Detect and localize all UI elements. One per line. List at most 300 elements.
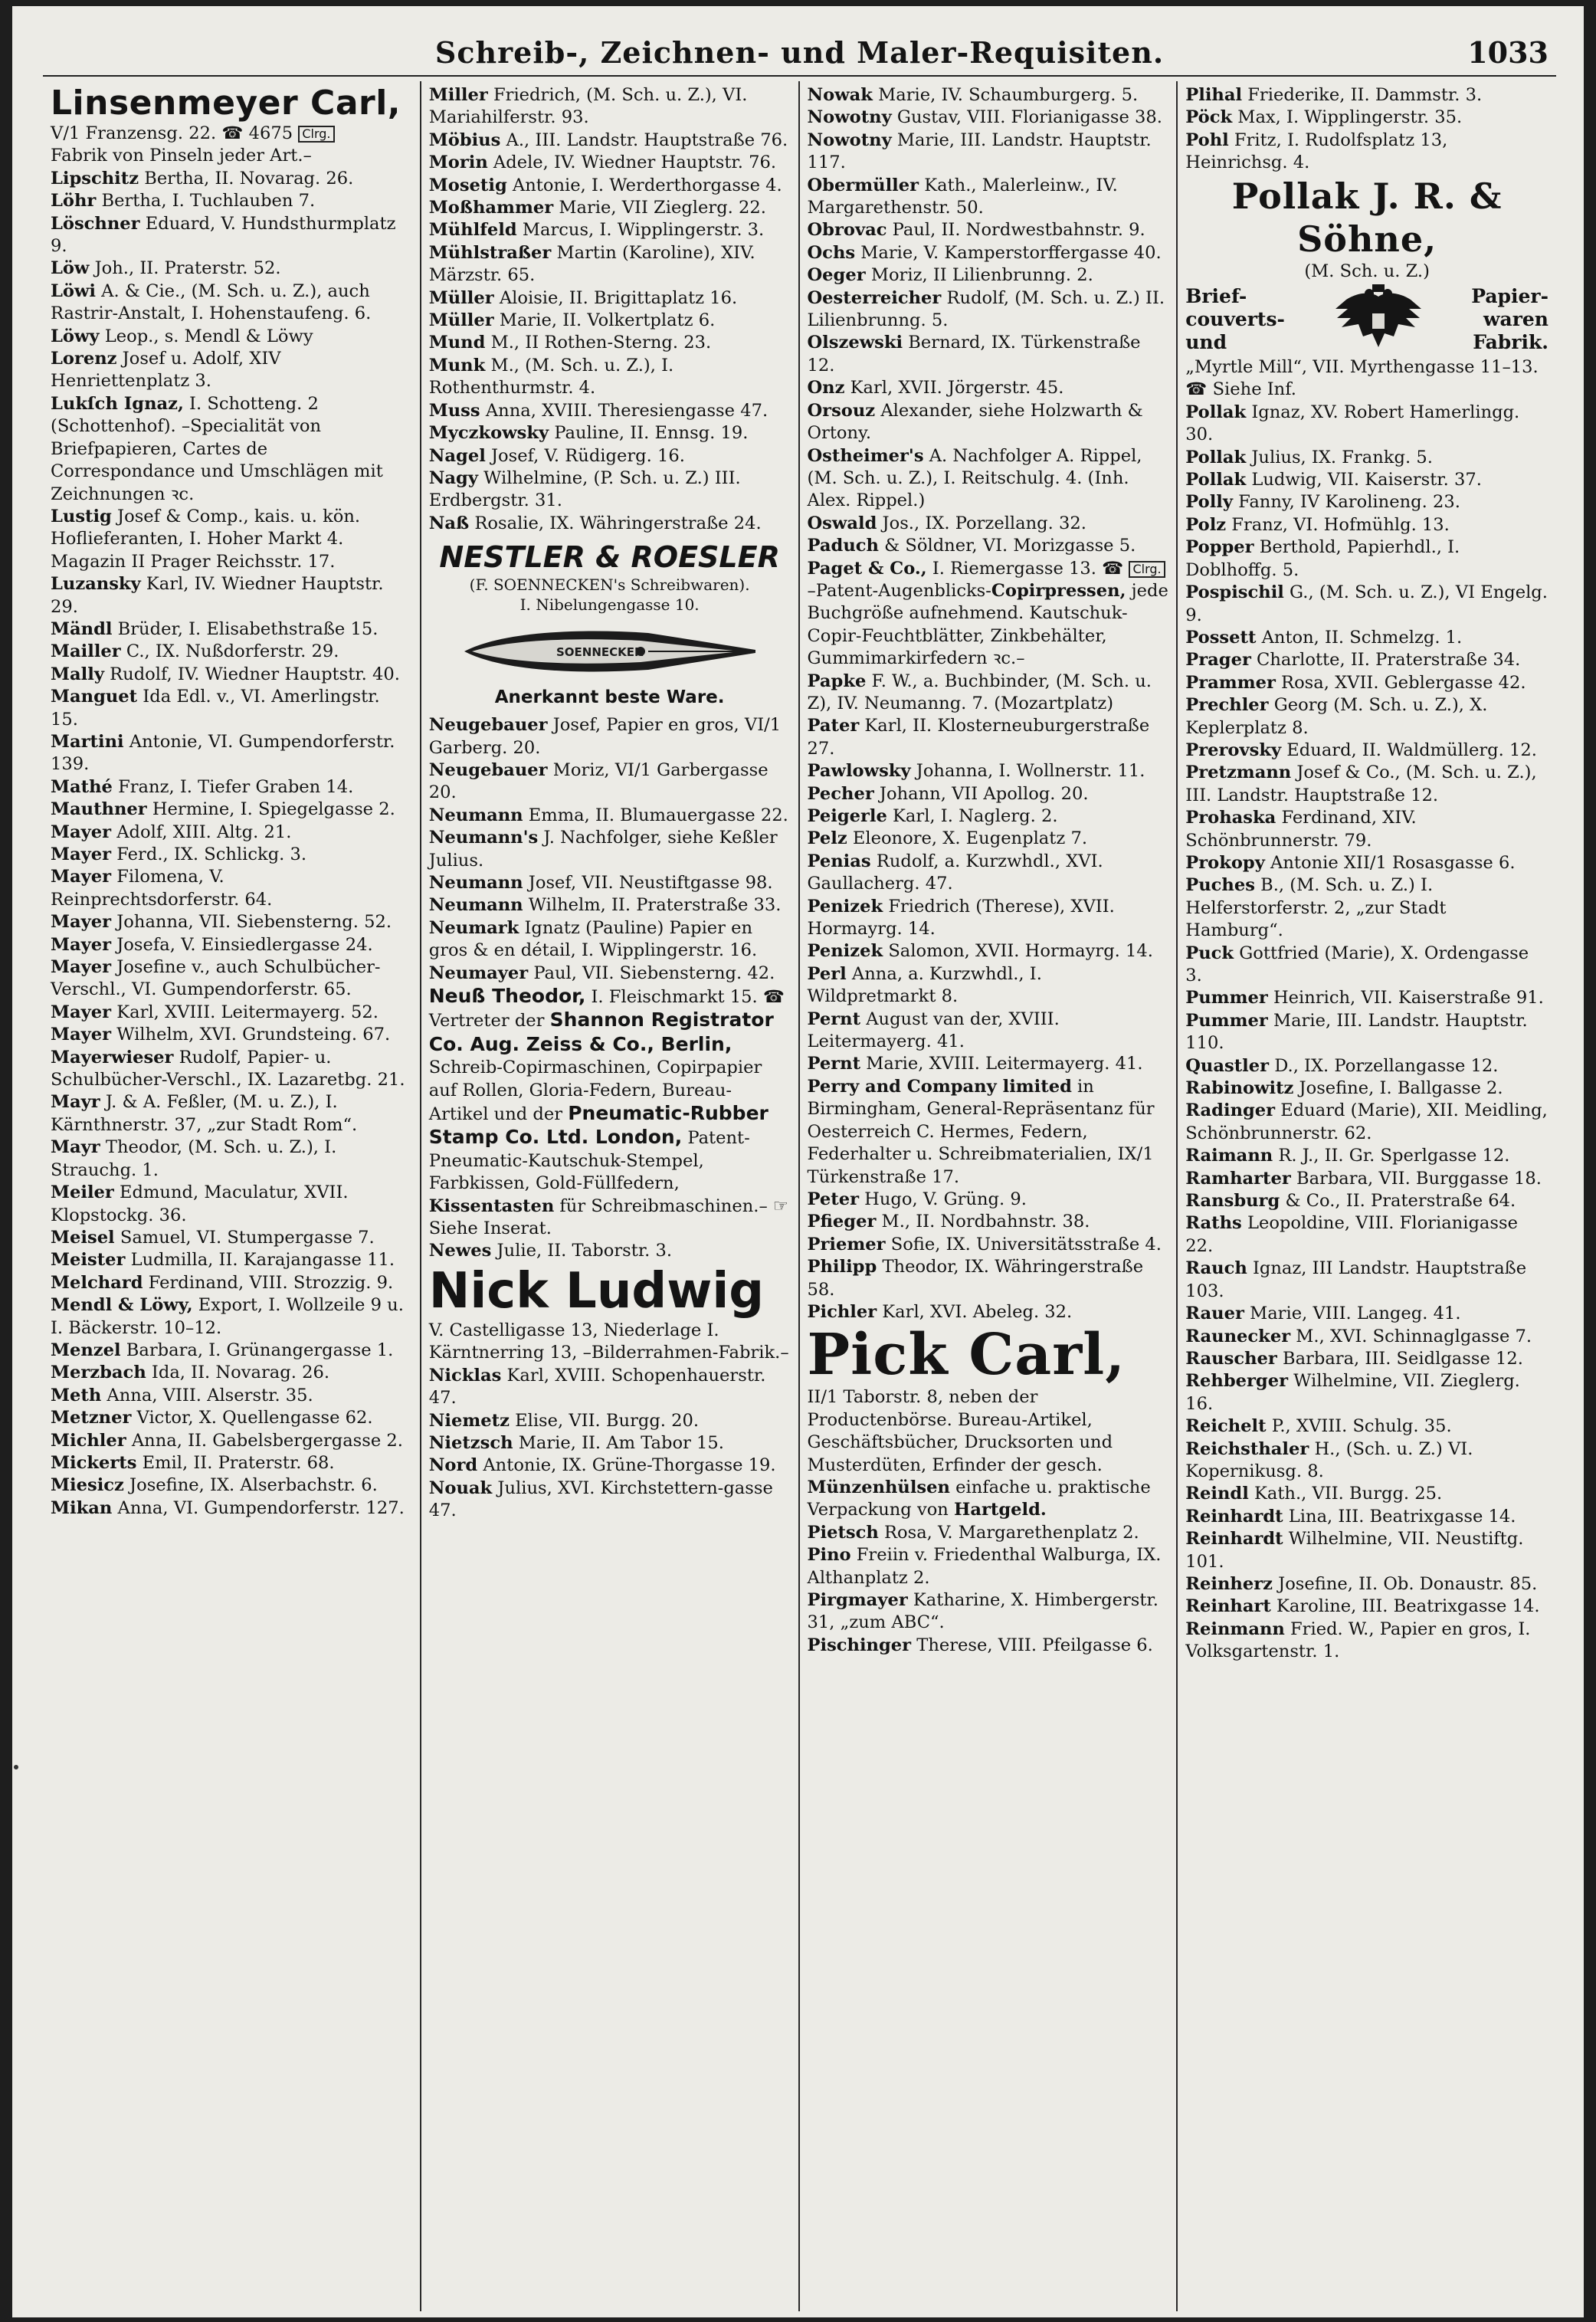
entry-text: Kath., Malerleinw., IV. Margarethenstr. 50. — [807, 175, 1118, 218]
entry-name: Penizek — [807, 896, 883, 917]
directory-entry — [429, 130, 791, 152]
directory-entry — [51, 731, 412, 776]
directory-page — [12, 6, 1584, 2317]
neuss-text-1: I. Fleischmarkt 15. ☎ Vertreter der — [428, 987, 785, 1031]
entry-text: Edmund, Maculatur, XVII. Klopstockg. 36. — [51, 1182, 349, 1225]
entry-name: Neumann — [428, 805, 523, 825]
directory-entry — [1185, 469, 1548, 491]
column-4-entries — [1185, 402, 1548, 1664]
directory-entry — [808, 963, 1169, 1008]
entry-text: Franz, VI. Hofmühlg. 13. — [1226, 514, 1450, 535]
print-speck — [14, 1765, 18, 1769]
entry-text: Julius, IX. Frankg. 5. — [1246, 447, 1433, 467]
pollak-left-3: und — [1185, 331, 1227, 354]
directory-entry — [51, 664, 412, 686]
entry-name: Menzel — [51, 1340, 121, 1360]
entry-name: Mayer — [51, 845, 112, 864]
entry-name: Martini — [51, 731, 124, 752]
directory-entry — [1185, 1415, 1548, 1438]
nick-ludwig-name: Nick Ludwig — [428, 1262, 765, 1320]
directory-entry — [429, 445, 791, 467]
column-2-entries-bottom — [429, 1365, 791, 1523]
entry-text: Brüder, I. Elisabethstraße 15. — [112, 618, 379, 639]
entry-text: Marie, II. Volkertplatz 6. — [493, 310, 716, 331]
entry-text: Ida, II. Novarag. 26. — [146, 1363, 330, 1383]
entry-name: Löschner — [51, 213, 140, 234]
entry-name: Mendl & Löwy, — [51, 1295, 193, 1316]
entry-text: Karl, I. Naglerg. 2. — [886, 806, 1058, 826]
directory-entry — [1185, 1438, 1548, 1484]
neuss-name: Neuß Theodor, — [428, 985, 586, 1007]
directory-entry — [808, 1256, 1169, 1301]
pollak-left-1: Brief- — [1185, 285, 1247, 308]
directory-entry — [51, 1091, 412, 1136]
newes-entry — [429, 1240, 791, 1262]
entry-text: Antonie XII/1 Rosasgasse 6. — [1264, 852, 1516, 873]
entry-text: Ludwig, VII. Kaiserstr. 37. — [1246, 470, 1482, 490]
entry-name: Mayerwieser — [51, 1047, 174, 1068]
pick-bold-2: Hartgeld. — [954, 1500, 1047, 1520]
entry-name: Pawlowsky — [807, 761, 911, 782]
directory-entry — [808, 377, 1169, 399]
entry-text: Rosalie, IX. Währingerstraße 24. — [469, 513, 762, 533]
neuss-text-4: für Schreibmaschinen.– ☞ Siehe Inserat. — [428, 1195, 789, 1239]
entry-text: Marie, IV. Schaumburgerg. 5. — [872, 85, 1139, 105]
entry-name: Nicklas — [428, 1365, 502, 1386]
entry-text: Marie, VII Zieglerg. 22. — [553, 198, 766, 218]
entry-name: Merzbach — [51, 1363, 146, 1383]
entry-name: Manguet — [51, 687, 138, 707]
entry-name: Morin — [428, 153, 488, 173]
entry-name: Löw — [51, 258, 90, 279]
directory-entry — [808, 1008, 1169, 1054]
directory-entry — [1185, 491, 1548, 513]
directory-entry — [1185, 649, 1548, 671]
entry-name: Penias — [807, 851, 871, 871]
entry-name: Philipp — [807, 1257, 877, 1277]
entry-name: Lustig — [51, 506, 112, 526]
entry-name: Plihal — [1185, 85, 1243, 105]
entry-name: Peter — [807, 1189, 859, 1209]
entry-text: Eduard (Marie), XII. Meidling, Schönbrunnerstr. 62. — [1185, 1100, 1548, 1143]
entry-text: Berthold, Papierhdl., I. Doblhoffg. 5. — [1185, 537, 1460, 580]
pollak-right-3: Fabrik. — [1473, 331, 1548, 354]
entry-text: P., XVIII. Schulg. 35. — [1266, 1416, 1452, 1437]
entry-name: Pospischil — [1185, 582, 1284, 603]
directory-entry — [51, 799, 412, 821]
column-2-entries-mid — [429, 714, 791, 985]
entry-name: Ochs — [807, 242, 856, 263]
entry-name: Oswald — [807, 513, 877, 533]
entry-name: Miesicz — [51, 1475, 124, 1496]
entry-name: Puches — [1185, 875, 1255, 896]
entry-text: Ignaz, XV. Robert Hamerlingg. 30. — [1185, 402, 1520, 445]
entry-text: Leopoldine, VIII. Florianigasse 22. — [1185, 1213, 1518, 1256]
entry-text: Pauline, II. Ennsg. 19. — [549, 423, 749, 444]
directory-entry — [51, 1182, 412, 1227]
directory-entry — [1185, 807, 1548, 852]
entry-text: Josef u. Adolf, XIV Henriettenplatz 3. — [51, 349, 281, 392]
entry-name: Mayer — [51, 957, 112, 978]
entry-text: Theodor, IX. Währingerstraße 58. — [807, 1257, 1144, 1300]
entry-text: Josef, Papier en gros, VI/1 Garberg. 20. — [428, 715, 782, 758]
entry-name: Priemer — [807, 1234, 886, 1254]
entry-name: Löwi — [51, 280, 96, 301]
entry-name: Neumann — [428, 895, 523, 916]
neuss-text-3: Patent-Pneumatic-Kautschuk-Stempel, Farbkissen, Gold-Füllfedern, — [428, 1128, 750, 1194]
entry-name: Pater — [807, 716, 860, 736]
entry-name: Möbius — [428, 130, 501, 150]
entry-text: M., II. Nordbahnstr. 38. — [876, 1212, 1090, 1232]
directory-entry — [1185, 130, 1548, 175]
directory-entry — [51, 573, 412, 618]
pollak-name: Pollak J. R. & Söhne, — [1231, 175, 1503, 260]
entry-text: Jos., IX. Porzellang. 32. — [877, 513, 1086, 533]
entry-text: Kath., VII. Burgg. 25. — [1248, 1484, 1443, 1504]
entry-name: Pollak — [1185, 402, 1247, 422]
directory-entry — [808, 1522, 1169, 1544]
nestler-subtitle: (F. SOENNECKEN's Schreibwaren). — [469, 576, 750, 595]
entry-text: Samuel, VI. Stumpergasse 7. — [114, 1227, 375, 1248]
entry-name: Mayer — [51, 912, 112, 933]
directory-entry — [808, 287, 1169, 333]
directory-entry — [1185, 1100, 1548, 1145]
directory-entry — [51, 1497, 412, 1520]
entry-name: Munk — [428, 355, 486, 376]
entry-text: Bertha, II. Novarag. 26. — [139, 168, 354, 189]
directory-entry — [1185, 1326, 1548, 1348]
entry-text: Therese, VIII. Pfeilgasse 6. — [911, 1635, 1153, 1655]
clearing-badge-icon: Clrg. — [1129, 561, 1165, 578]
entry-text: Victor, X. Quellengasse 62. — [131, 1408, 373, 1428]
entry-text: Friedrich, (M. Sch. u. Z.), VI. Mariahilferstr. 93. — [428, 85, 748, 128]
entry-text: in Birmingham, General-Repräsentanz für Oesterreich C. Hermes, Federn, Federhalter u. Schreibmaterialien, IX/1 Türkenstraße 17. — [807, 1076, 1155, 1187]
entry-text: Karl, XVIII. Leitermayerg. 52. — [111, 1002, 379, 1022]
directory-entry — [429, 759, 791, 805]
entry-name: Mayer — [51, 1025, 112, 1045]
page-title: Schreib-, Zeichnen- und Maler-Requisiten. — [434, 35, 1165, 70]
entry-name: Pino — [807, 1545, 851, 1566]
entry-text: Joh., II. Praterstr. 52. — [89, 258, 281, 279]
pollak-right-1: Papier- — [1471, 285, 1548, 308]
directory-entry — [808, 1076, 1169, 1189]
entry-text: Karl, XVI. Abeleg. 32. — [877, 1301, 1073, 1322]
entry-text: D., IX. Porzellangasse 12. — [1269, 1055, 1499, 1076]
entry-text: Marie, II. Am Tabor 15. — [513, 1432, 724, 1453]
directory-entry — [808, 84, 1169, 107]
entry-text: Ignatz (Pauline) Papier en gros & en détail, I. Wipplingerstr. 16. — [428, 917, 758, 961]
entry-name: Mayr — [51, 1092, 100, 1113]
neuss-entry — [429, 985, 791, 1240]
entry-text: Anna, VIII. Alserstr. 35. — [101, 1385, 313, 1405]
pick-text-2: einfache u. praktische Verpackung von — [807, 1477, 1151, 1520]
entry-name: Rabinowitz — [1185, 1078, 1294, 1099]
directory-entry — [808, 219, 1169, 241]
directory-entry — [1185, 536, 1548, 582]
entry-text: Katharine, X. Himbergerstr. 31, „zum ABC“. — [807, 1590, 1158, 1633]
neuss-text-2: Schreib-Copirmaschinen, Copirpapier auf Rollen, Gloria-Federn, Bureau-Artikel und der — [428, 1058, 762, 1125]
pollak-text: „Myrtle Mill“, VII. Myrthengasse 11–13. ☎ Siehe Inf. — [1185, 357, 1539, 400]
entry-name: Mosetig — [428, 175, 507, 195]
directory-entry — [51, 348, 412, 393]
directory-entry — [51, 1407, 412, 1429]
entry-name: Penizek — [807, 941, 883, 962]
entry-text: Marie, III. Landstr. Hauptstr. 117. — [807, 130, 1152, 173]
entry-text: Adele, IV. Wiedner Hauptstr. 76. — [487, 153, 777, 173]
entry-name: Mayer — [51, 1002, 112, 1022]
directory-entry — [808, 264, 1169, 287]
entry-name: Neumayer — [428, 963, 529, 983]
entry-name: Prammer — [1185, 672, 1276, 693]
entry-text: Heinrich, VII. Kaiserstraße 91. — [1267, 988, 1544, 1008]
entry-name: Mühlfeld — [428, 220, 517, 241]
entry-text: Wilhelmine, (P. Sch. u. Z.) III. Erdbergstr. 31. — [428, 467, 741, 511]
entry-text: Marcus, I. Wipplingerstr. 3. — [516, 220, 765, 241]
entry-text: Moriz, II Lilienbrunng. 2. — [865, 265, 1093, 286]
entry-name: Peigerle — [807, 806, 887, 826]
entry-name: Meister — [51, 1250, 126, 1271]
entry-text: Josefine, II. Ob. Donaustr. 85. — [1272, 1573, 1538, 1594]
entry-name: Naß — [428, 513, 470, 533]
entry-name: Löwy — [51, 326, 100, 346]
entry-text: Josef, V. Rüdigerg. 16. — [485, 445, 685, 466]
entry-text: C., IX. Nußdorferstr. 29. — [120, 641, 339, 662]
directory-entry — [808, 332, 1169, 377]
entry-name: Mathé — [51, 776, 113, 797]
entry-name: Ostheimer's — [807, 445, 924, 466]
entry-name: Mauthner — [51, 799, 147, 820]
entry-name: Müller — [428, 310, 494, 331]
entry-text: Fried. W., Papier en gros, I. Volksgartenstr. 1. — [1185, 1619, 1531, 1662]
directory-entry — [808, 1301, 1169, 1323]
entry-name: Pischinger — [807, 1635, 912, 1655]
entry-text: J. & A. Feßler, (M. u. Z.), I. Kärnthnerstr. 37, „zur Stadt Rom“. — [51, 1092, 358, 1135]
entry-text: A. Nachfolger A. Rippel, (M. Sch. u. Z.), I. Reitschulg. 4. (Inh. Alex. Rippel.) — [807, 445, 1142, 511]
entry-name: Metzner — [51, 1408, 132, 1428]
entry-name: Oeger — [807, 265, 866, 286]
directory-entry — [1185, 740, 1548, 762]
directory-entry — [51, 1227, 412, 1249]
entry-name: Neugebauer — [428, 715, 548, 736]
directory-entry — [429, 310, 791, 332]
nestler-advertisement — [429, 535, 791, 714]
entry-text: Bernard, IX. Türkenstraße 12. — [807, 333, 1141, 376]
directory-entry — [1185, 1212, 1548, 1258]
linsenmeyer-line-2: Fabrik von Pinseln jeder Art.– — [51, 146, 312, 166]
paget-address: I. Riemergasse 13. — [926, 558, 1096, 579]
entry-name: Rauch — [1185, 1258, 1247, 1279]
column-3-entries-bottom — [808, 1522, 1169, 1657]
entry-text: Marie, III. Landstr. Hauptstr. 110. — [1185, 1010, 1528, 1054]
directory-entry — [429, 917, 791, 963]
entry-text: I. Schotteng. 2 (Schottenhof). –Specialität von Briefpapieren, Cartes de Correspondance und Umschlägen mit Zeichnungen ꝛc. — [51, 393, 383, 504]
directory-entry — [1185, 1506, 1548, 1528]
directory-entry — [1185, 1145, 1548, 1167]
entry-text: M., XVI. Schinnaglgasse 7. — [1290, 1326, 1532, 1346]
entry-name: Oesterreicher — [807, 287, 942, 308]
entry-text: Paul, II. Nordwestbahnstr. 9. — [886, 220, 1145, 241]
entry-name: Pichler — [807, 1301, 877, 1322]
pen-imprint: SOENNECKEN — [555, 645, 644, 660]
entry-text: Wilhelmine, VII. Neustiftg. 101. — [1185, 1529, 1524, 1572]
directory-entry — [429, 422, 791, 444]
entry-text: Josef, VII. Neustiftgasse 98. — [523, 872, 773, 893]
directory-entry — [51, 1047, 412, 1092]
double-eagle-crest-icon — [1332, 283, 1424, 356]
directory-entry — [808, 1234, 1169, 1256]
entry-name: Miller — [428, 85, 488, 105]
directory-entry — [1185, 762, 1548, 807]
directory-entry — [51, 1474, 412, 1497]
entry-name: Mikan — [51, 1497, 113, 1518]
entry-text: Paul, VII. Siebensterng. 42. — [528, 963, 775, 983]
directory-entry — [1185, 582, 1548, 627]
directory-entry — [1185, 1348, 1548, 1370]
directory-entry — [808, 175, 1169, 220]
directory-entry — [1185, 943, 1548, 988]
entry-name: Pelz — [807, 828, 847, 849]
entry-text: Marie, XVIII. Leitermayerg. 41. — [860, 1054, 1143, 1074]
directory-entry — [51, 776, 412, 799]
pick-text-1: II/1 Taborstr. 8, neben der Productenbörse. Bureau-Artikel, Geschäftsbücher, Drucksorten und Musterdüten, Erfinder der gesch. — [807, 1387, 1113, 1475]
entry-name: Meth — [51, 1385, 102, 1405]
entry-text: Anton, II. Schmelzg. 1. — [1256, 627, 1463, 648]
directory-entry — [51, 1249, 412, 1271]
entry-name: Nagel — [428, 445, 486, 466]
entry-name: Orsouz — [807, 400, 876, 421]
entry-text: R. J., II. Gr. Sperlgasse 12. — [1273, 1146, 1510, 1166]
neuss-shannon: Shannon Registrator Co. Aug. Zeiss & Co., Berlin, — [428, 1008, 774, 1055]
entry-text: Barbara, I. Grünangergasse 1. — [120, 1340, 394, 1360]
directory-entry — [51, 1452, 412, 1474]
directory-entry — [429, 513, 791, 535]
entry-name: Reichelt — [1185, 1416, 1267, 1437]
pen-nib-icon — [457, 622, 763, 681]
directory-entry — [51, 956, 412, 1002]
directory-entry — [1185, 1190, 1548, 1212]
entry-name: Pernt — [807, 1008, 861, 1029]
directory-entry — [808, 1544, 1169, 1589]
directory-entry — [1185, 987, 1548, 1009]
entry-name: Niemetz — [428, 1410, 510, 1431]
entry-name: Moßhammer — [428, 198, 554, 218]
entry-name: Rauer — [1185, 1304, 1244, 1324]
entry-name: Olszewski — [807, 333, 903, 353]
entry-name: Neugebauer — [428, 759, 548, 780]
entry-text: J. Nachfolger, siehe Keßler Julius. — [428, 828, 778, 871]
entry-name: Pollak — [1185, 470, 1247, 490]
entry-name: Prechler — [1185, 695, 1269, 716]
entry-name: Perl — [807, 963, 847, 984]
entry-name: Obermüller — [807, 175, 919, 195]
pollak-advertisement — [1185, 175, 1548, 402]
directory-entry — [1185, 1528, 1548, 1573]
entry-text: Martin (Karoline), XIV. Märzstr. 65. — [428, 242, 755, 286]
entry-name: Löhr — [51, 191, 97, 212]
entry-text: Bertha, I. Tuchlauben 7. — [96, 191, 316, 212]
directory-entry — [51, 844, 412, 866]
pollak-left-text — [1185, 285, 1285, 354]
entry-text: Anna, a. Kurzwhdl., I. Wildpretmarkt 8. — [807, 963, 1042, 1007]
entry-text: Theodor, (M. Sch. u. Z.), I. Strauchg. 1. — [51, 1137, 337, 1180]
paget-name: Paget & Co., — [807, 558, 927, 579]
directory-entry — [429, 872, 791, 894]
entry-name: Müller — [428, 287, 494, 308]
pollak-subtitle: (M. Sch. u. Z.) — [1304, 261, 1430, 281]
neuss-pneumatic: Pneumatic-Rubber Stamp Co. Ltd. London, — [428, 1102, 769, 1149]
entry-text: Ferd., IX. Schlickg. 3. — [111, 845, 307, 864]
entry-text: Anna, XVIII. Theresiengasse 47. — [480, 400, 769, 421]
directory-entry — [51, 1294, 412, 1340]
column-3-entries-mid — [808, 671, 1169, 1324]
entry-name: Pernt — [807, 1054, 861, 1074]
entry-text: Filomena, V. Reinprechtsdorferstr. 64. — [51, 867, 273, 910]
entry-text: Josefine v., auch Schulbücher-Verschl., VI. Gumpendorferstr. 65. — [51, 957, 381, 1000]
column-2 — [421, 81, 800, 2311]
page-number: 1033 — [1467, 35, 1548, 70]
entry-text: August van der, XVIII. Leitermayerg. 41. — [807, 1008, 1060, 1052]
entry-name: Michler — [51, 1430, 126, 1451]
directory-entry — [429, 242, 791, 287]
directory-entry — [51, 1362, 412, 1384]
directory-entry — [808, 715, 1169, 760]
entry-text: Antonie, IX. Grüne-Thorgasse 19. — [477, 1455, 776, 1476]
entry-text: A., III. Landstr. Hauptstraße 76. — [500, 130, 788, 150]
directory-entry — [808, 671, 1169, 716]
directory-entry — [51, 686, 412, 731]
paget-text-2: –Patent-Augenblicks- — [807, 580, 991, 601]
nestler-name: NESTLER & ROESLER — [439, 540, 780, 575]
entry-name: Reinhardt — [1185, 1506, 1283, 1527]
directory-entry — [51, 1024, 412, 1046]
entry-name: Neumark — [428, 917, 519, 938]
directory-entry — [808, 896, 1169, 941]
nick-ludwig-text: V. Castelligasse 13, Niederlage I. Kärntnerring 13, –Bilderrahmen-Fabrik.– — [428, 1320, 789, 1363]
entry-text: Export, I. Wollzeile 9 u. I. Bäckerstr. 10–12. — [51, 1295, 404, 1338]
entry-text: Josefine, IX. Alserbachstr. 6. — [123, 1475, 378, 1496]
entry-name: Reinmann — [1185, 1619, 1285, 1639]
directory-entry — [1185, 1258, 1548, 1303]
entry-text: Wilhelmine, VII. Zieglerg. 16. — [1185, 1371, 1520, 1414]
pollak-crest-row — [1185, 283, 1548, 356]
entry-name: Possett — [1185, 627, 1257, 648]
entry-text: Leop., s. Mendl & Löwy — [99, 326, 313, 346]
directory-entry — [429, 1410, 791, 1432]
entry-name: Luzansky — [51, 574, 141, 595]
entry-text: & Co., II. Praterstraße 64. — [1280, 1191, 1516, 1212]
entry-text: Friedrich (Therese), XVII. Hormayrg. 14. — [807, 896, 1115, 940]
entry-name: Polly — [1185, 492, 1233, 513]
paget-entry — [808, 558, 1169, 671]
entry-name: Pöck — [1185, 107, 1233, 128]
pick-carl-name: Pick Carl, — [807, 1322, 1126, 1389]
entry-text: & Söldner, VI. Morizgasse 5. — [878, 536, 1136, 556]
directory-entry — [1185, 1483, 1548, 1505]
directory-entry — [429, 894, 791, 917]
entry-name: Pirgmayer — [807, 1590, 908, 1610]
neuss-kissentasten: Kissentasten — [428, 1195, 555, 1216]
directory-entry — [808, 851, 1169, 896]
directory-entry — [51, 822, 412, 844]
entry-text: Ida Edl. v., VI. Amerlingstr. 15. — [51, 687, 380, 730]
entry-name: Raths — [1185, 1213, 1242, 1234]
entry-name: Ransburg — [1185, 1191, 1280, 1212]
entry-name: Reinhardt — [1185, 1529, 1283, 1550]
entry-text: Moriz, VI/1 Garbergasse 20. — [428, 759, 769, 803]
entry-text: Max, I. Wipplingerstr. 35. — [1232, 107, 1463, 128]
entry-name: Raimann — [1185, 1146, 1273, 1166]
entry-text: Sofie, IX. Universitätsstraße 4. — [885, 1234, 1162, 1254]
